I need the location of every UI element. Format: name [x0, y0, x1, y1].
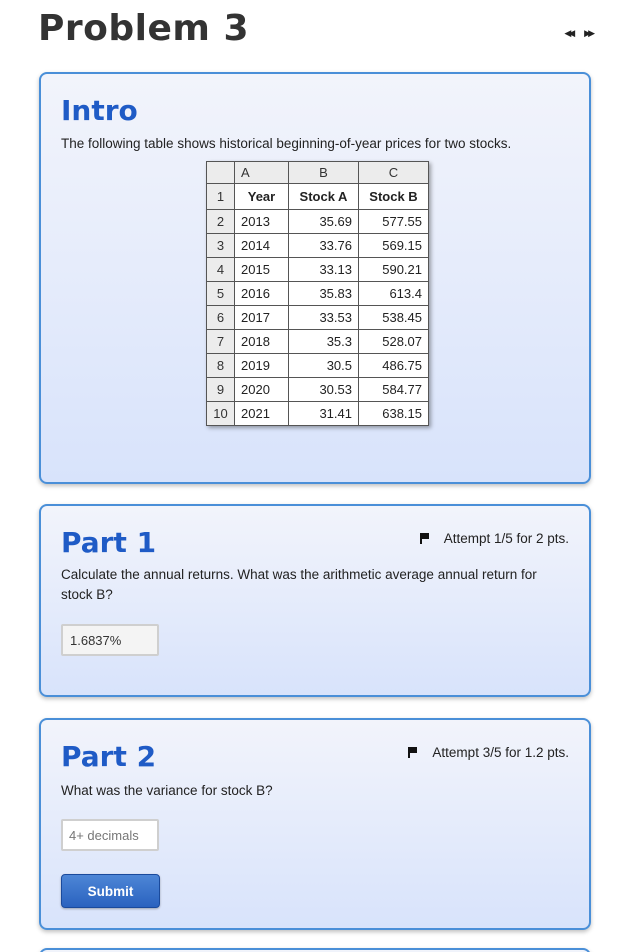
column-letter: C	[359, 162, 429, 184]
previous-problem-icon[interactable]: ◀◀	[564, 28, 573, 38]
cell-stock-a: 35.69	[289, 210, 359, 234]
intro-text: The following table shows historical beginning-of-year prices for two stocks.	[61, 136, 512, 151]
row-number: 10	[207, 402, 235, 426]
cell-year: 2018	[235, 330, 289, 354]
part1-attempt-info	[420, 531, 569, 546]
cell-year: 2013	[235, 210, 289, 234]
cell-stock-b: 590.21	[359, 258, 429, 282]
page-title: Problem 3	[38, 8, 249, 49]
row-number: 7	[207, 330, 235, 354]
sheet-body	[207, 210, 429, 426]
submit-button[interactable]: Submit	[61, 874, 160, 908]
cell-stock-b: 577.55	[359, 210, 429, 234]
header-row	[207, 184, 429, 210]
part2-answer-input[interactable]	[61, 819, 159, 851]
cell-stock-a: 30.5	[289, 354, 359, 378]
table-row	[207, 330, 429, 354]
intro-title: Intro	[61, 94, 138, 127]
table-row	[207, 234, 429, 258]
cell-year: 2019	[235, 354, 289, 378]
table-row	[207, 258, 429, 282]
part1-card	[39, 504, 591, 697]
corner-cell	[207, 162, 235, 184]
row-number: 2	[207, 210, 235, 234]
header-cell-stock-a: Stock A	[289, 184, 359, 210]
row-number: 3	[207, 234, 235, 258]
cell-year: 2017	[235, 306, 289, 330]
part2-attempt-text: Attempt 3/5 for 1.2 pts.	[432, 745, 569, 760]
part1-title: Part 1	[61, 526, 157, 559]
cell-stock-a: 35.3	[289, 330, 359, 354]
flag-icon[interactable]	[420, 533, 430, 544]
part2-card	[39, 718, 591, 930]
column-letter: B	[289, 162, 359, 184]
row-number: 6	[207, 306, 235, 330]
cell-year: 2015	[235, 258, 289, 282]
column-letter: A	[235, 162, 289, 184]
cell-stock-b: 528.07	[359, 330, 429, 354]
table-row	[207, 282, 429, 306]
cell-stock-a: 33.76	[289, 234, 359, 258]
cell-stock-a: 30.53	[289, 378, 359, 402]
price-spreadsheet	[206, 161, 429, 426]
cell-stock-a: 33.53	[289, 306, 359, 330]
next-part-card	[39, 948, 591, 952]
table-row	[207, 210, 429, 234]
flag-icon[interactable]	[408, 747, 418, 758]
cell-stock-a: 35.83	[289, 282, 359, 306]
part2-attempt-info	[408, 745, 569, 760]
header-cell-stock-b: Stock B	[359, 184, 429, 210]
column-letter-row	[207, 162, 429, 184]
part1-question: Calculate the annual returns. What was the arithmetic average annual return for stock B?	[61, 567, 537, 602]
problem-navigation	[564, 28, 592, 39]
cell-stock-b: 486.75	[359, 354, 429, 378]
cell-stock-a: 33.13	[289, 258, 359, 282]
cell-stock-b: 638.15	[359, 402, 429, 426]
row-number: 8	[207, 354, 235, 378]
cell-stock-b: 569.15	[359, 234, 429, 258]
row-number: 5	[207, 282, 235, 306]
row-number: 9	[207, 378, 235, 402]
table-row	[207, 354, 429, 378]
header-cell-year: Year	[235, 184, 289, 210]
cell-year: 2014	[235, 234, 289, 258]
next-problem-icon[interactable]: ▶▶	[584, 28, 592, 38]
row-number: 4	[207, 258, 235, 282]
part1-answer-field: 1.6837%	[61, 624, 159, 656]
cell-stock-b: 538.45	[359, 306, 429, 330]
row-number: 1	[207, 184, 235, 210]
table-row	[207, 306, 429, 330]
table-row	[207, 402, 429, 426]
cell-stock-b: 613.4	[359, 282, 429, 306]
cell-year: 2016	[235, 282, 289, 306]
intro-card	[39, 72, 591, 484]
cell-stock-b: 584.77	[359, 378, 429, 402]
part2-question: What was the variance for stock B?	[61, 783, 273, 798]
cell-year: 2020	[235, 378, 289, 402]
cell-year: 2021	[235, 402, 289, 426]
part1-attempt-text: Attempt 1/5 for 2 pts.	[443, 531, 569, 546]
cell-stock-a: 31.41	[289, 402, 359, 426]
table-row	[207, 378, 429, 402]
part2-title: Part 2	[61, 740, 157, 773]
